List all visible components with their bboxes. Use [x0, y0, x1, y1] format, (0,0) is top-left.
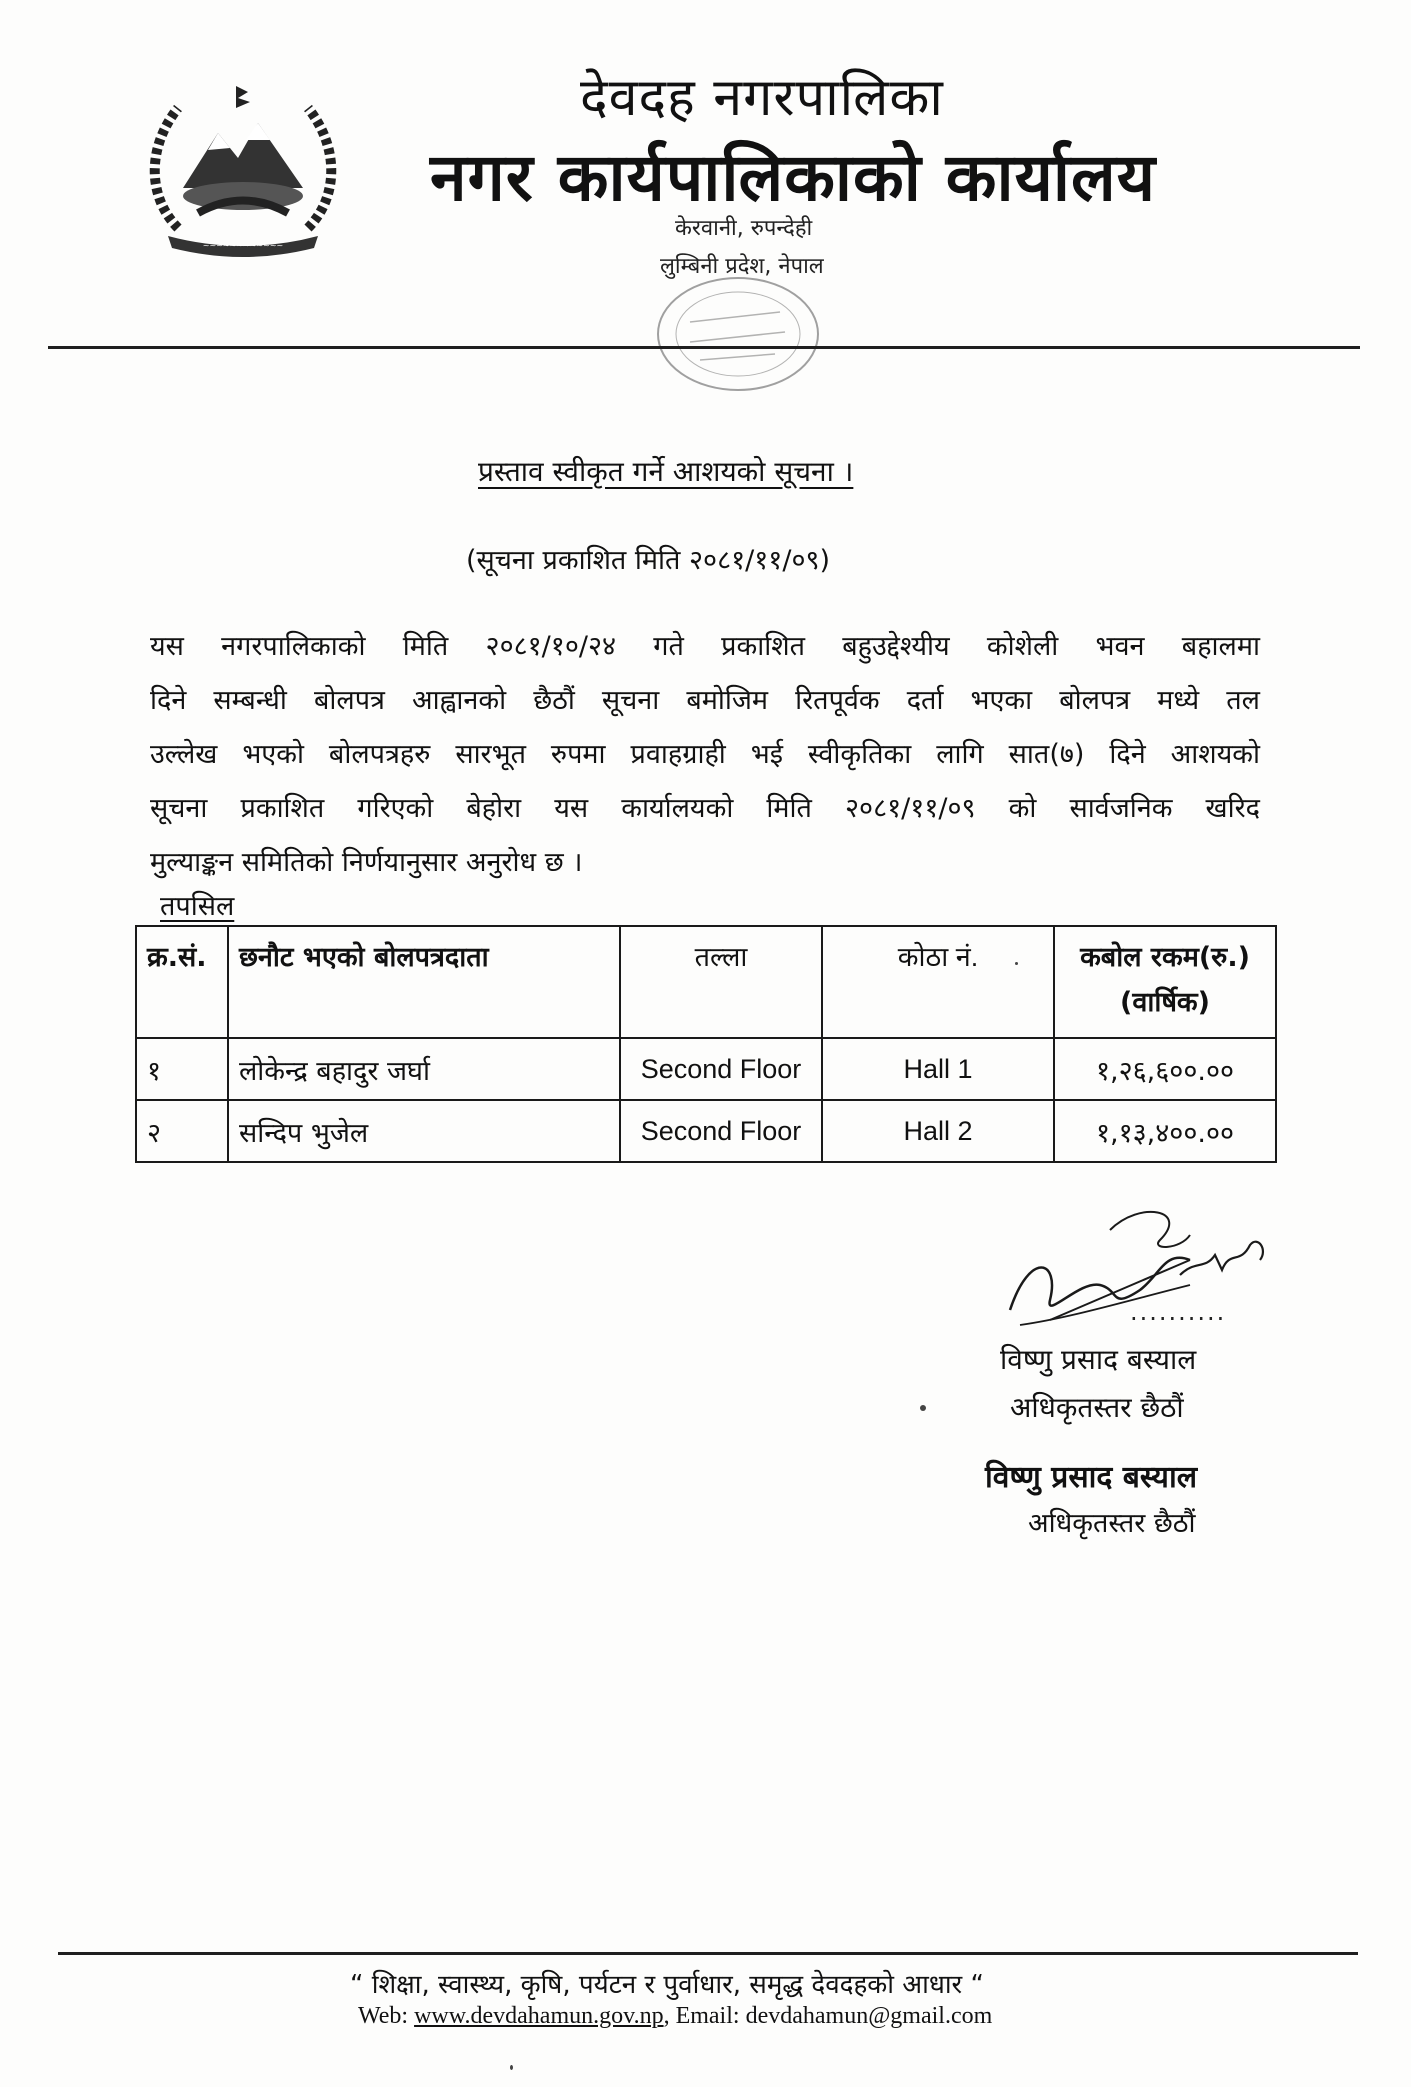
email-label: , Email: [663, 2003, 746, 2029]
notice-body-line: यस नगरपालिकाको मिति २०८१/१०/२४ गते प्रकाशित बहुउद्देश्यीय कोशेली भवन बहालमा [150, 631, 1260, 662]
row-room: Hall 2 [822, 1100, 1054, 1162]
row-amount: १,१३,४००.०० [1054, 1100, 1276, 1162]
svg-text:~~~~~~~~~~~~: ~~~~~~~~~~~~ [202, 241, 284, 250]
notice-body-line: दिने सम्बन्धी बोलपत्र आह्वानको छैठौं सूचना बमोजिम रितपूर्वक दर्ता भएका बोलपत्र मध्ये तल [150, 685, 1260, 716]
office-seal-stamp [650, 272, 825, 397]
header-floor: तल्ला [620, 926, 822, 1038]
header-amount [1054, 926, 1276, 1038]
row-floor: Second Floor [620, 1100, 822, 1162]
office-name: नगर कार्यपालिकाको कार्यालय [430, 139, 1156, 216]
row-sn: १ [136, 1038, 228, 1100]
footer-motto: “ शिक्षा, स्वास्थ्य, कृषि, पर्यटन र पुर्वाधार, समृद्ध देवदहको आधार “ [350, 1970, 984, 2000]
signatory-stamp-title: अधिकृतस्तर छैठौं [1028, 1508, 1196, 1539]
selected-bidders-table [135, 925, 1277, 1163]
header-bidder: छनौट भएको बोलपत्रदाता [228, 926, 620, 1038]
paper-speck [1015, 962, 1018, 965]
row-sn: २ [136, 1100, 228, 1162]
paper-speck [510, 2065, 513, 2070]
notice-title: प्रस्ताव स्वीकृत गर्ने आशयको सूचना । [478, 455, 854, 488]
paper-speck [920, 1405, 926, 1411]
address-line-2: लुम्बिनी प्रदेश, नेपाल [660, 254, 824, 279]
signature-dots: .......... [1130, 1298, 1227, 1326]
header-divider [48, 346, 1360, 349]
schedule-label: तपसिल [160, 891, 235, 922]
row-room: Hall 1 [822, 1038, 1054, 1100]
row-bidder: लोकेन्द्र बहादुर जर्घा [228, 1038, 620, 1100]
signatory-title: अधिकृतस्तर छैठौं [1010, 1391, 1184, 1424]
header-amount-line2: (वार्षिक) [1119, 987, 1211, 1018]
signatory-stamp-name: विष्णु प्रसाद बस्याल [985, 1460, 1198, 1495]
row-floor: Second Floor [620, 1038, 822, 1100]
nepal-emblem-icon [138, 78, 348, 258]
footer-divider [58, 1952, 1358, 1955]
notice-body [150, 620, 1260, 890]
table-row [136, 1038, 1276, 1100]
notice-body-line: मुल्याङ्कन समितिको निर्णयानुसार अनुरोध छ । [150, 847, 583, 878]
table-row [136, 1100, 1276, 1162]
row-amount: १,२६,६००.०० [1054, 1038, 1276, 1100]
footer-contact [358, 2003, 992, 2030]
signatory-name: विष्णु प्रसाद बस्याल [1000, 1343, 1197, 1376]
notice-published-date: (सूचना प्रकाशित मिति २०८१/११/०९) [466, 545, 831, 576]
header-amount-line1: कबोल रकम(रु.) [1080, 942, 1250, 973]
email-address[interactable]: devdahamun@gmail.com [745, 2003, 993, 2029]
web-label: Web: [358, 2003, 415, 2029]
notice-body-line: उल्लेख भएको बोलपत्रहरु सारभूत रुपमा प्रवाहग्राही भई स्वीकृतिका लागि सात(७) दिने आशयको [150, 739, 1260, 770]
website-link[interactable]: www.devdahamun.gov.np [414, 2003, 664, 2029]
notice-body-line: सूचना प्रकाशित गरिएको बेहोरा यस कार्यालयको मिति २०८१/११/०९ को सार्वजनिक खरिद [150, 793, 1260, 824]
address-line-1: केरवानी, रुपन्देही [675, 216, 813, 241]
row-bidder: सन्दिप भुजेल [228, 1100, 620, 1162]
table-header-row [136, 926, 1276, 1038]
header-room: कोठा नं. [822, 926, 1054, 1038]
header-sn: क्र.सं. [136, 926, 228, 1038]
municipality-name: देवदह नगरपालिका [580, 68, 944, 128]
